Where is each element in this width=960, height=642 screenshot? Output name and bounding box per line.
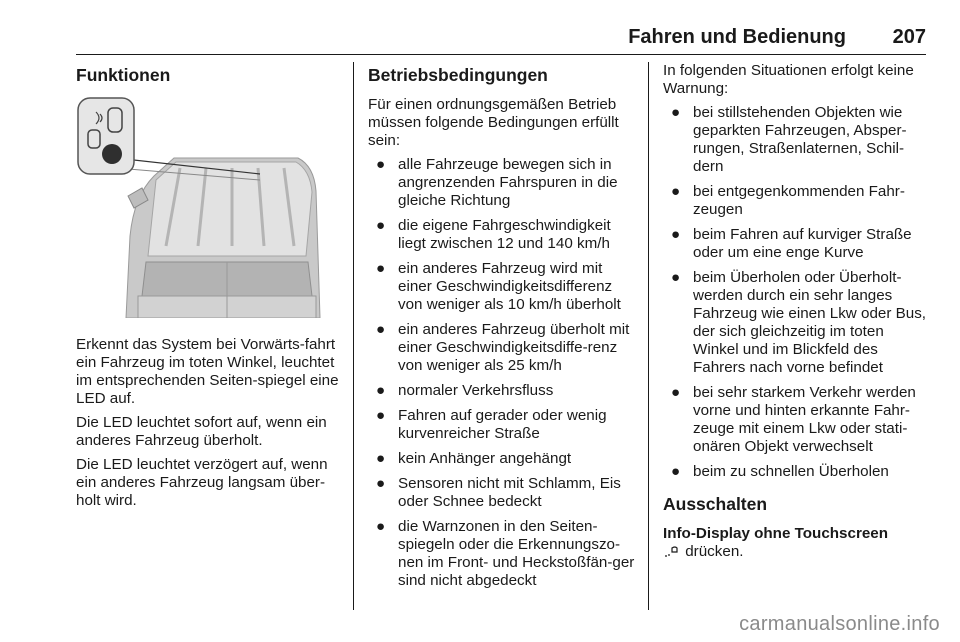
no-warning-list bbox=[663, 104, 929, 481]
bullet-icon: ● bbox=[376, 382, 386, 399]
conditions-intro: Für einen ordnungsgemäßen Betrieb müssen folgende Bedingungen erfüllt sein: bbox=[368, 96, 619, 149]
list-item: ● Fahren auf gerader oder wenig kurvenreicher Straße bbox=[376, 407, 607, 442]
bullet-icon: ● bbox=[671, 226, 681, 243]
bullet-icon: ● bbox=[376, 156, 386, 173]
column-operating-conditions bbox=[368, 62, 636, 597]
list-item: ● Sensoren nicht mit Schlamm, Eis oder Schnee bedeckt bbox=[376, 475, 621, 510]
list-item: ● die Warnzonen in den Seiten-spiegeln oder die Erkennungszo-nen im Front- und Heckstoßfän-ger sind nicht abgedeckt bbox=[376, 518, 635, 589]
list-item: ● bei sehr starkem Verkehr werden vorne und hinten erkannte Fahr-zeuge mit einem Lkw oder stati-onären Objekt verwechselt bbox=[671, 384, 916, 455]
switch-off-instruction: drücken. bbox=[663, 543, 929, 561]
list-item: ● beim Überholen oder Überholt-werden durch ein sehr langes Fahrzeug wie einen Lkw oder Bus, der sich gleichzeitig im toten Winkel und im Blickfeld des Fahrers nach vorne befindet bbox=[671, 269, 927, 376]
bullet-icon: ● bbox=[376, 260, 386, 277]
list-item: ● die eigene Fahrgeschwindigkeit liegt zwischen 12 und 140 km/h bbox=[376, 217, 611, 252]
bullet-icon: ● bbox=[671, 183, 681, 200]
bullet-icon: ● bbox=[671, 384, 681, 401]
bullet-icon: ● bbox=[376, 321, 386, 338]
list-item: ● beim Fahren auf kurviger Straße oder um eine enge Kurve bbox=[671, 226, 912, 261]
section-heading-switch-off: Ausschalten bbox=[663, 494, 768, 514]
paragraph-overtake: Die LED leuchtet sofort auf, wenn ein anderes Fahrzeug überholt. bbox=[76, 414, 327, 449]
list-item: ● bei stillstehenden Objekten wie geparkten Fahrzeugen, Absper-rungen, Straßenlaternen, Schil-dern bbox=[671, 104, 907, 175]
list-item: ● normaler Verkehrsfluss bbox=[376, 382, 554, 399]
bullet-icon: ● bbox=[376, 475, 386, 492]
page-header bbox=[76, 26, 926, 56]
column-functions bbox=[76, 62, 344, 516]
bullet-icon: ● bbox=[671, 269, 681, 286]
list-item: ● bei entgegenkommenden Fahr-zeugen bbox=[671, 183, 905, 218]
subheading-info-display: Info-Display ohne Touchscreen bbox=[663, 525, 889, 542]
conditions-list bbox=[368, 156, 636, 590]
watermark: carmanualsonline.info bbox=[739, 613, 940, 635]
paragraph-detection: Erkennt das System bei Vorwärts-fahrt ein Fahrzeug im toten Winkel, leuchtet im entsprechenden Seiten-spiegel eine LED auf. bbox=[76, 336, 339, 407]
list-item: ● alle Fahrzeuge bewegen sich in angrenzenden Fahrspuren in die gleiche Richtung bbox=[376, 156, 618, 209]
header-rule bbox=[76, 54, 926, 55]
paragraph-slow-overtake: Die LED leuchtet verzögert auf, wenn ein anderes Fahrzeug langsam über-holt wird. bbox=[76, 456, 328, 509]
bullet-icon: ● bbox=[671, 104, 681, 121]
page-number: 207 bbox=[892, 26, 926, 48]
column-no-warning bbox=[663, 62, 929, 567]
list-item: ● beim zu schnellen Überholen bbox=[671, 463, 889, 480]
list-item: ● kein Anhänger angehängt bbox=[376, 450, 572, 467]
bullet-icon: ● bbox=[376, 217, 386, 234]
column-divider-2 bbox=[648, 62, 649, 610]
bullet-icon: ● bbox=[671, 463, 681, 480]
list-item: ● ein anderes Fahrzeug wird mit einer Geschwindigkeitsdifferenz von weniger als 10 km/h überholt bbox=[376, 260, 621, 313]
list-item: ● ein anderes Fahrzeug überholt mit einer Geschwindigkeitsdiffe-renz von weniger als 25 km/h bbox=[376, 321, 630, 374]
bullet-icon: ● bbox=[376, 450, 386, 467]
column-divider-1 bbox=[353, 62, 354, 610]
bullet-icon: ● bbox=[376, 518, 386, 535]
section-heading-operating-conditions: Betriebsbedingungen bbox=[368, 65, 548, 85]
bullet-icon: ● bbox=[376, 407, 386, 424]
section-heading-functions: Funktionen bbox=[76, 65, 171, 85]
chapter-title: Fahren und Bedienung bbox=[628, 26, 846, 48]
vehicle-settings-icon bbox=[663, 544, 681, 558]
vehicle-blind-spot-illustration bbox=[76, 96, 336, 318]
no-warning-intro: In folgenden Situationen erfolgt keine Warnung: bbox=[663, 62, 914, 97]
